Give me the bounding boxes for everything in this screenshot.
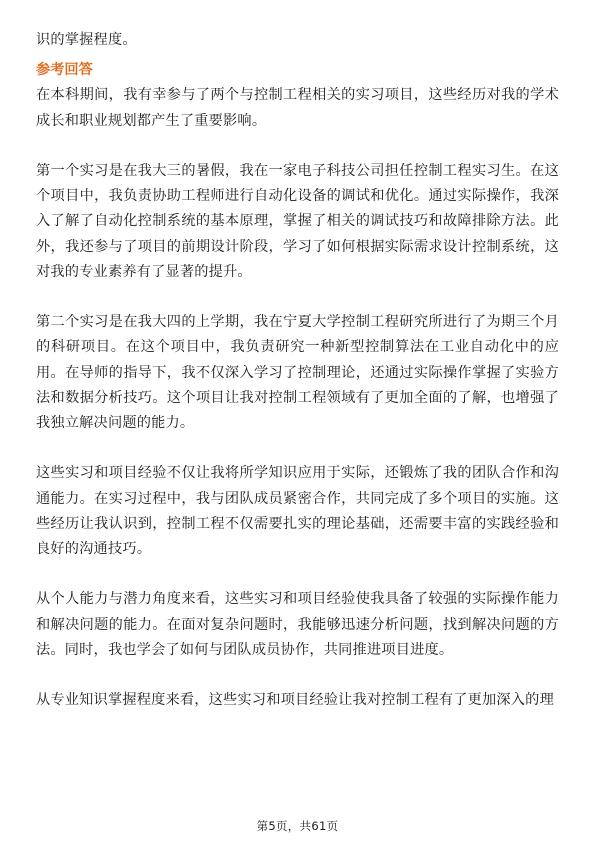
answer-heading: 参考回答 (36, 62, 93, 79)
paragraph-6: 从专业知识掌握程度来看，这些实习和项目经验让我对控制工程有了更加深入的理 (36, 692, 554, 709)
paragraph-5: 从个人能力与潜力角度来看，这些实习和项目经验使我具备了较强的实际操作能力和解决问题的能力。在面对复杂问题时，我能够迅速分析问题，找到解决问题的方法。同时，我也学会了如何与团队成员协作，共同推进项目进度。 (36, 591, 559, 658)
paragraph-4: 这些实习和项目经验不仅让我将所学知识应用于实际，还锻炼了我的团队合作和沟通能力。在实习过程中，我与团队成员紧密合作，共同完成了多个项目的实施。这些经历让我认识到，控制工程不仅需要扎实的理论基础，还需要丰富的实践经验和良好的沟通技巧。 (36, 465, 559, 558)
paragraph-spacer (36, 134, 559, 159)
paragraph-spacer (36, 285, 559, 310)
paragraph-spacer (36, 562, 559, 587)
paragraph-spacer (36, 663, 559, 688)
paragraph-1: 在本科期间，我有幸参与了两个与控制工程相关的实习项目，这些经历对我的学术成长和职业规划都产生了重要影响。 (36, 87, 559, 129)
paragraph-spacer (36, 436, 559, 461)
intro-fragment: 识的掌握程度。 (36, 32, 137, 48)
document-body (36, 28, 559, 713)
page-number: 第5页，共61页 (256, 819, 339, 833)
paragraph-3: 第二个实习是在我大四的上学期，我在宁夏大学控制工程研究所进行了为期三个月的科研项目。在这个项目中，我负责研究一种新型控制算法在工业自动化中的应用。在导师的指导下，我不仅深入学习了控制理论，还通过实际操作掌握了实验方法和数据分析技巧。这个项目让我对控制工程领域有了更加全面的了解，也增强了我独立解决问题的能力。 (36, 314, 559, 432)
paragraph-2: 第一个实习是在我大三的暑假，我在一家电子科技公司担任控制工程实习生。在这个项目中，我负责协助工程师进行自动化设备的调试和优化。通过实际操作，我深入了解了自动化控制系统的基本原理，掌握了相关的调试技巧和故障排除方法。此外，我还参与了项目的前期设计阶段，学习了如何根据实际需求设计控制系统，这对我的专业素养有了显著的提升。 (36, 163, 559, 280)
